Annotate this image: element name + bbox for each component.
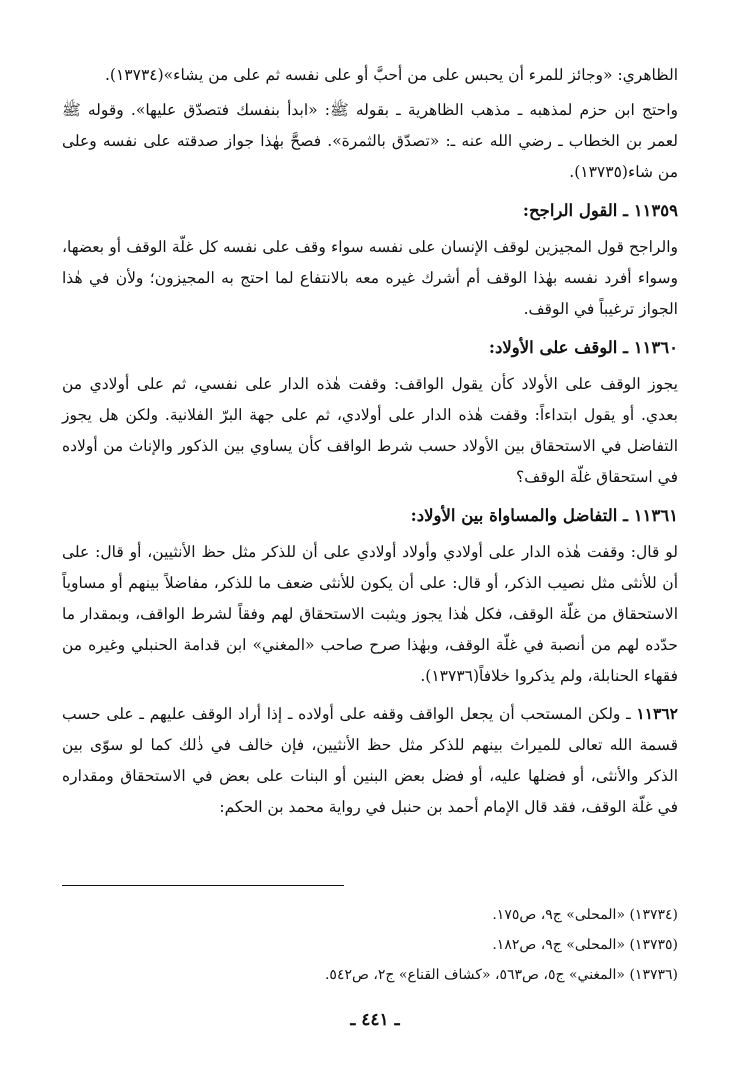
section-heading-11361 [62, 501, 678, 531]
section-paragraph: والراجح قول المجيزين لوقف الإنسان على نفسه سواء وقف على نفسه كل غلّة الوقف أو بعضها، وسواء أفرد نفسه بهٰذا الوقف أم أشرك غيره معه بالانتفاع لما احتج به المجيزون؛ ولأن في هٰذا الجواز ترغيباً في الوقف. [62, 238, 678, 318]
section-number: ١١٣٥٩ [633, 201, 678, 220]
footnote-item: (١٣٧٣٦) «المغني» ج٥، ص٥٦٣، «كشاف القناع» ج٢، ص٥٤٢. [324, 967, 678, 983]
page-body [62, 60, 678, 823]
closing-number: ١١٣٦٢ [636, 704, 678, 723]
section-title: ـ الوقف على الأولاد: [488, 338, 628, 357]
intro-line: الظاهري: «وجائز للمرء أن يحبس على من أحبَّ أو على نفسه ثم على من يشاء»(١٣٧٣٤). [105, 66, 678, 84]
intro-paragraph: واحتج ابن حزم لمذهبه ـ مذهب الظاهرية ـ بقوله ﷺ: «ابدأ بنفسك فتصدّق عليها». وقوله ﷺ لعمر بن الخطاب ـ رضي الله عنه ـ: «تصدّق بالثمرة». فصحَّ بهٰذا جواز صدقته على نفسه وعلى من شاء(١٣٧٣٥). [62, 101, 678, 181]
footnote-item: (١٣٧٣٥) «المحلى» ج٩، ص١٨٢. [492, 937, 678, 953]
closing-text: ـ ولكن المستحب أن يجعل الواقف وقفه على أولاده ـ إذا أراد الوقف عليهم ـ على حسب قسمة الله تعالى للميراث بينهم للذكر مثل حظ الأنثيين، فإن خالف في ذٰلك كما لو سوّى بين الذكر والأنثى، أو فضلها عليه، أو فضل بعض البنين أو البنات على بعض في الاستحقاق ومقداره في غلّة الوقف، فقد قال الإمام أحمد بن حنبل في رواية محمد بن الحكم: [62, 705, 678, 816]
footnotes [62, 900, 678, 990]
closing-paragraph [62, 698, 678, 823]
section-heading-11359 [62, 196, 678, 226]
footnote-divider [62, 885, 344, 886]
section-heading-11360 [62, 333, 678, 363]
section-title: ـ التفاضل والمساواة بين الأولاد: [410, 506, 628, 525]
section-paragraph: لو قال: وقفت هٰذه الدار على أولادي وأولاد أولادي على أن للذكر مثل حظ الأنثيين، أو قال: على أن للأنثى مثل نصيب الذكر، أو قال: على أن يكون للأنثى ضعف ما للذكر، مفاضلاً بينهم أو مساوياً الاستحقاق من غلّة الوقف، فكل هٰذا يجوز ويثبت الاستحقاق لهم وفقاً لشرط الواقف، وبمقدار ما حدّده لهم من أنصبة في غلّة الوقف، وبهٰذا صرح صاحب «المغني» ابن قدامة الحنبلي وغيره من فقهاء الحنابلة، ولم يذكروا خلافاً(١٣٧٣٦). [62, 543, 678, 685]
section-paragraph: يجوز الوقف على الأولاد كأن يقول الواقف: وقفت هٰذه الدار على نفسي، ثم على أولادي من بعدي. أو يقول ابتداءاً: وقفت هٰذه الدار على أولادي، ثم على جهة البرّ الفلانية. ولكن هل يجوز التفاضل في الاستحقاق بين الأولاد حسب شرط الواقف كأن يساوي بين الذكور والإناث من أولاده في استحقاق غلّة الوقف؟ [62, 375, 678, 486]
section-number: ١١٣٦٠ [633, 338, 678, 357]
section-number: ١١٣٦١ [633, 506, 678, 525]
section-title: ـ القول الراجح: [522, 201, 628, 220]
page-number: ـ ٤٤١ ـ [350, 1010, 400, 1030]
footnote-item: (١٣٧٣٤) «المحلى» ج٩، ص١٧٥. [492, 907, 678, 923]
